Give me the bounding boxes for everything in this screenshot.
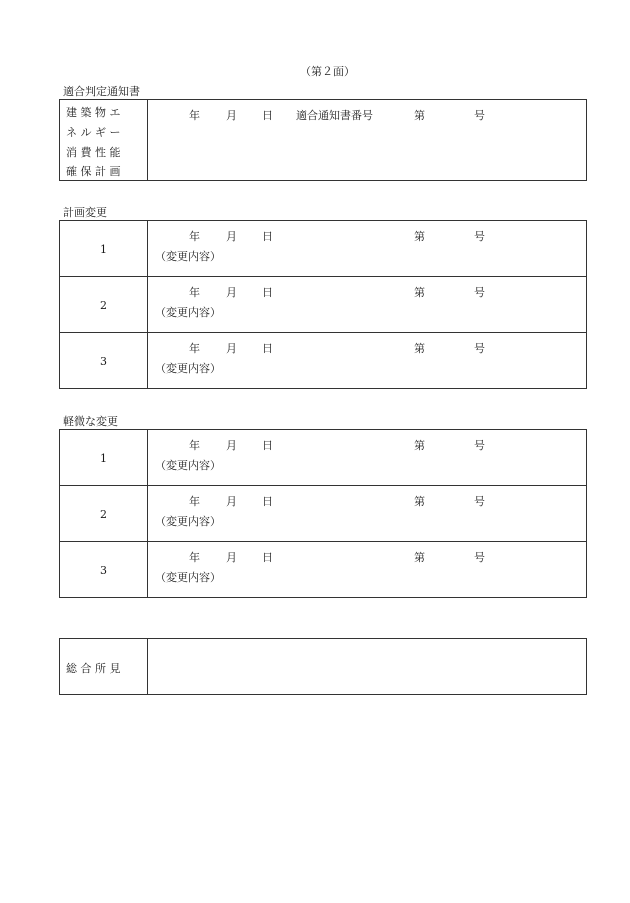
- overall-label: 総 合 所 見: [66, 662, 121, 675]
- minor-change-row-1-go: 号: [474, 439, 485, 452]
- plan-change-row-3-dai: 第: [414, 342, 425, 355]
- plan-change-row-1-go: 号: [474, 230, 485, 243]
- notice-day: 日: [262, 109, 273, 122]
- minor-change-row-3-month: 月: [226, 551, 237, 564]
- plan-change-row-2-day: 日: [262, 286, 273, 299]
- plan-change-row-1-month: 月: [226, 230, 237, 243]
- minor-change-row-1-month: 月: [226, 439, 237, 452]
- plan-change-row-2-year: 年: [189, 286, 200, 299]
- minor-change-row-2-num: 2: [100, 508, 107, 521]
- overall-comment-field[interactable]: [150, 641, 584, 692]
- plan-change-row-3-day: 日: [262, 342, 273, 355]
- minor-change-row-2-go: 号: [474, 495, 485, 508]
- minor-change-row-2-month: 月: [226, 495, 237, 508]
- minor-change-row-3-year: 年: [189, 551, 200, 564]
- minor-change-row-3-content: （変更内容）: [155, 571, 221, 584]
- notice-dai: 第: [414, 109, 425, 122]
- plan-change-row-2-month: 月: [226, 286, 237, 299]
- plan-change-row-3-content: （変更内容）: [155, 362, 221, 375]
- plan-change-row-1-day: 日: [262, 230, 273, 243]
- plan-change-row-1-content: （変更内容）: [155, 250, 221, 263]
- minor-change-row-3-go: 号: [474, 551, 485, 564]
- plan-change-row-2-num: 2: [100, 299, 107, 312]
- plan-change-row-2-content: （変更内容）: [155, 306, 221, 319]
- minor-change-row-2-year: 年: [189, 495, 200, 508]
- plan-change-row-1-year: 年: [189, 230, 200, 243]
- plan-change-heading: 計画変更: [63, 206, 107, 219]
- page-title: （第２面）: [300, 65, 355, 78]
- plan-change-row-2-dai: 第: [414, 286, 425, 299]
- minor-change-row-2-dai: 第: [414, 495, 425, 508]
- minor-change-row-2-day: 日: [262, 495, 273, 508]
- plan-change-row-3-go: 号: [474, 342, 485, 355]
- minor-change-row-3-dai: 第: [414, 551, 425, 564]
- minor-change-row-3-day: 日: [262, 551, 273, 564]
- notice-go: 号: [474, 109, 485, 122]
- minor-change-row-2-content: （変更内容）: [155, 515, 221, 528]
- minor-change-row-1-day: 日: [262, 439, 273, 452]
- notice-label-line-4: 確 保 計 画: [66, 165, 121, 178]
- notice-year: 年: [189, 109, 200, 122]
- notice-label-line-1: 建 築 物 エ: [66, 106, 121, 119]
- minor-change-row-1-dai: 第: [414, 439, 425, 452]
- plan-change-row-3-num: 3: [100, 355, 107, 368]
- minor-change-row-1-num: 1: [100, 452, 107, 465]
- plan-change-row-3-year: 年: [189, 342, 200, 355]
- plan-change-row-2-go: 号: [474, 286, 485, 299]
- notice-heading: 適合判定通知書: [63, 85, 140, 98]
- minor-change-table: [59, 429, 587, 598]
- plan-change-row-1-dai: 第: [414, 230, 425, 243]
- minor-change-row-3-num: 3: [100, 564, 107, 577]
- notice-month: 月: [226, 109, 237, 122]
- notice-label-line-3: 消 費 性 能: [66, 146, 121, 159]
- plan-change-row-1-num: 1: [100, 243, 107, 256]
- notice-number-label: 適合通知書番号: [296, 109, 373, 122]
- plan-change-row-3-month: 月: [226, 342, 237, 355]
- notice-label-line-2: ネ ル ギ ー: [66, 126, 121, 139]
- plan-change-table: [59, 220, 587, 389]
- minor-change-row-1-content: （変更内容）: [155, 459, 221, 472]
- minor-change-row-1-year: 年: [189, 439, 200, 452]
- minor-change-heading: 軽微な変更: [63, 415, 118, 428]
